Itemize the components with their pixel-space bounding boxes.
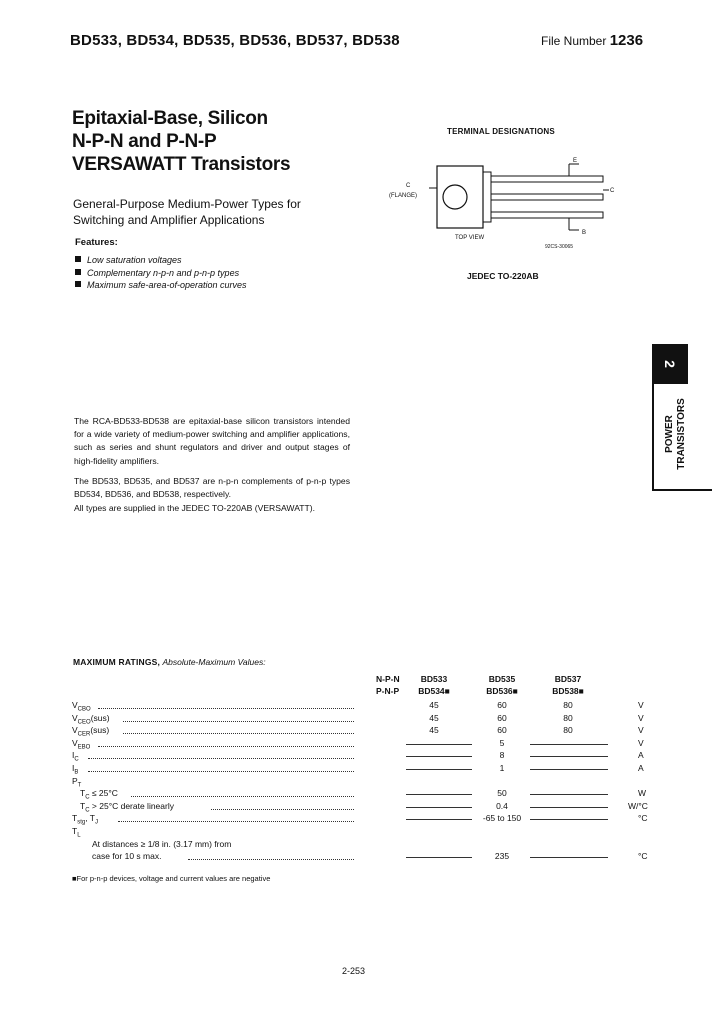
pnp-types-row xyxy=(72,686,652,698)
span-rule xyxy=(530,819,608,820)
rating-row xyxy=(72,700,652,712)
leader-dots xyxy=(98,738,354,747)
rating-row xyxy=(72,725,652,737)
part-numbers-header: BD533, BD534, BD535, BD536, BD537, BD538 xyxy=(70,32,400,49)
npn-label: N-P-N xyxy=(376,674,400,684)
rating-value: -65 to 150 xyxy=(472,813,532,823)
span-rule xyxy=(406,819,476,820)
page-number: 2-253 xyxy=(342,966,366,976)
rating-row xyxy=(72,713,652,725)
description-paragraph-2: The BD533, BD535, and BD537 are n-p-n complements of p-n-p types BD534, BD536, and BD538, respectively. xyxy=(74,476,350,500)
file-number-label: File Number xyxy=(541,34,607,48)
title-line-1: Epitaxial-Base, Silicon xyxy=(72,108,268,129)
lead-c xyxy=(491,194,603,200)
rating-unit: V xyxy=(638,737,644,748)
leader-dots xyxy=(188,851,354,860)
to220-package-diagram xyxy=(385,150,625,260)
leader-dots xyxy=(88,763,354,772)
lead-e xyxy=(491,176,603,182)
terminal-designations-title: TERMINAL DESIGNATIONS xyxy=(447,127,555,136)
features-list xyxy=(75,254,247,292)
max-ratings-heading: MAXIMUM RATINGS, Absolute-Maximum Values: xyxy=(73,657,266,667)
jedec-package-label: JEDEC TO-220AB xyxy=(467,271,539,281)
lead-b xyxy=(491,212,603,218)
pnp-label: P-N-P xyxy=(376,686,400,696)
span-rule xyxy=(406,857,476,858)
rating-value: 60 xyxy=(497,700,507,710)
subtitle-line-1: General-Purpose Medium-Power Types for xyxy=(73,197,301,211)
leader-dots xyxy=(123,713,354,722)
rating-value: 235 xyxy=(472,851,532,861)
rating-row xyxy=(72,776,652,788)
bullet-square-icon xyxy=(75,281,81,287)
span-rule xyxy=(406,744,476,745)
rating-row xyxy=(72,788,652,800)
rating-symbol: $T_{stg}$, $T_J$ xyxy=(72,813,98,827)
feature-item: Maximum safe-area-of-operation curves xyxy=(75,279,247,292)
rating-symbol: $I_B$ xyxy=(72,763,79,776)
span-rule xyxy=(406,756,476,757)
rating-unit: W xyxy=(638,788,647,799)
label-b: B xyxy=(582,230,587,236)
type-cell: BD537 xyxy=(554,674,582,684)
rating-unit: V xyxy=(638,725,644,736)
span-rule xyxy=(406,794,476,795)
rating-value: 8 xyxy=(472,750,532,760)
leader-dots xyxy=(98,700,354,709)
rating-symbol: $V_{CBO}$ xyxy=(72,700,91,713)
rating-row xyxy=(72,738,652,750)
rating-value: 80 xyxy=(563,712,573,723)
label-drawing-code: 92CS-30065 xyxy=(545,244,574,250)
label-flange: (FLANGE) xyxy=(389,193,418,199)
section-tab-label xyxy=(659,392,689,482)
bullet-square-icon xyxy=(75,269,81,275)
label-e: E xyxy=(573,158,578,164)
rating-value: 5 xyxy=(472,738,532,748)
leader-dots xyxy=(131,788,354,797)
span-rule xyxy=(530,807,608,808)
rating-value: 1 xyxy=(472,763,532,773)
rating-row xyxy=(72,813,652,825)
label-top-view: TOP VIEW xyxy=(455,235,485,241)
section-tab-rule xyxy=(652,384,654,490)
type-cell: BD536■ xyxy=(486,686,518,696)
span-rule xyxy=(530,744,608,745)
rating-symbol: $T_C \le 25^\circ C$ xyxy=(80,788,118,801)
subtitle xyxy=(73,196,301,228)
type-cell: BD538■ xyxy=(552,686,584,696)
rating-symbol: $P_T$ xyxy=(72,775,82,789)
features-heading: Features: xyxy=(75,237,118,248)
file-number xyxy=(541,32,643,49)
type-cell: BD533 xyxy=(420,674,448,684)
title-line-2: N-P-N and P-N-P xyxy=(72,131,217,152)
rating-value: 50 xyxy=(472,788,532,798)
rating-symbol: $T_C > 25^\circ C$ derate linearly xyxy=(80,800,174,814)
bullet-square-icon xyxy=(75,256,81,262)
rating-unit: °C xyxy=(638,813,648,824)
rating-value: 45 xyxy=(429,725,439,736)
section-tab-line-1: POWER xyxy=(664,415,675,453)
rating-value: 80 xyxy=(563,725,573,736)
leader-dots xyxy=(118,813,354,822)
rating-symbol: At distances ≥ 1/8 in. (3.17 mm) from xyxy=(92,838,232,849)
label-c: C xyxy=(610,188,615,194)
package-body xyxy=(437,166,483,228)
span-rule xyxy=(530,794,608,795)
span-rule xyxy=(530,769,608,770)
rating-row xyxy=(72,763,652,775)
rating-row xyxy=(72,851,652,863)
rating-unit: A xyxy=(638,763,644,773)
rating-row xyxy=(72,801,652,813)
description-paragraph-1: The RCA-BD533-BD538 are epitaxial-base silicon transistors intended for a wide variety of medium-power switching and amplifier applications, such as series and shunt regulators and driver and output stages of high-fidelity amplifiers. xyxy=(74,416,350,466)
leader-dots xyxy=(211,801,354,810)
span-rule xyxy=(530,857,608,858)
type-cell: BD535 xyxy=(488,674,516,684)
feature-item: Low saturation voltages xyxy=(75,254,247,267)
description-paragraph-3: All types are supplied in the JEDEC TO-220AB (VERSAWATT). xyxy=(74,503,316,513)
rating-symbol: $V_{CER}(sus)$ xyxy=(72,725,110,738)
title-line-3: VERSAWATT Transistors xyxy=(72,154,291,175)
rating-value: 0.4 xyxy=(472,801,532,811)
subtitle-line-2: Switching and Amplifier Applications xyxy=(73,213,265,227)
rating-value: 60 xyxy=(497,725,507,736)
span-rule xyxy=(530,756,608,757)
leader-dots xyxy=(123,725,354,734)
rating-value: 60 xyxy=(497,712,507,723)
package-step xyxy=(483,172,491,222)
rating-symbol: case for 10 s max. xyxy=(92,851,162,862)
type-cell: BD534■ xyxy=(418,686,450,696)
label-c-flange: C xyxy=(406,183,411,189)
file-number-value: 1236 xyxy=(609,32,644,49)
feature-item: Complementary n-p-n and p-n-p types xyxy=(75,267,247,280)
rating-value: 45 xyxy=(429,700,439,710)
document-title xyxy=(72,107,290,176)
npn-types-row xyxy=(72,674,652,686)
leader-dots xyxy=(88,750,354,759)
rating-symbol: $V_{EBO}$ xyxy=(72,737,91,751)
span-rule xyxy=(406,807,476,808)
rating-value: 80 xyxy=(563,700,573,710)
rating-unit: V xyxy=(638,712,644,723)
rating-unit: A xyxy=(638,750,644,761)
rating-unit: W/°C xyxy=(628,800,648,811)
rating-row xyxy=(72,839,652,851)
ratings-footnote: ■For p-n-p devices, voltage and current values are negative xyxy=(72,874,271,883)
mounting-hole xyxy=(443,185,467,209)
rating-symbol: $T_L$ xyxy=(72,826,81,839)
rating-symbol: $V_{CEO}(sus)$ xyxy=(72,712,110,726)
rating-row xyxy=(72,826,652,838)
rating-symbol: $I_C$ xyxy=(72,750,79,764)
rating-unit: V xyxy=(638,700,644,710)
section-tab-number: 2 xyxy=(652,344,688,384)
section-tab-bottom-rule xyxy=(652,489,712,491)
section-tab-line-2: TRANSISTORS xyxy=(676,398,687,470)
rating-value: 45 xyxy=(429,712,439,723)
span-rule xyxy=(406,769,476,770)
rating-unit: °C xyxy=(638,851,648,862)
rating-row xyxy=(72,750,652,762)
